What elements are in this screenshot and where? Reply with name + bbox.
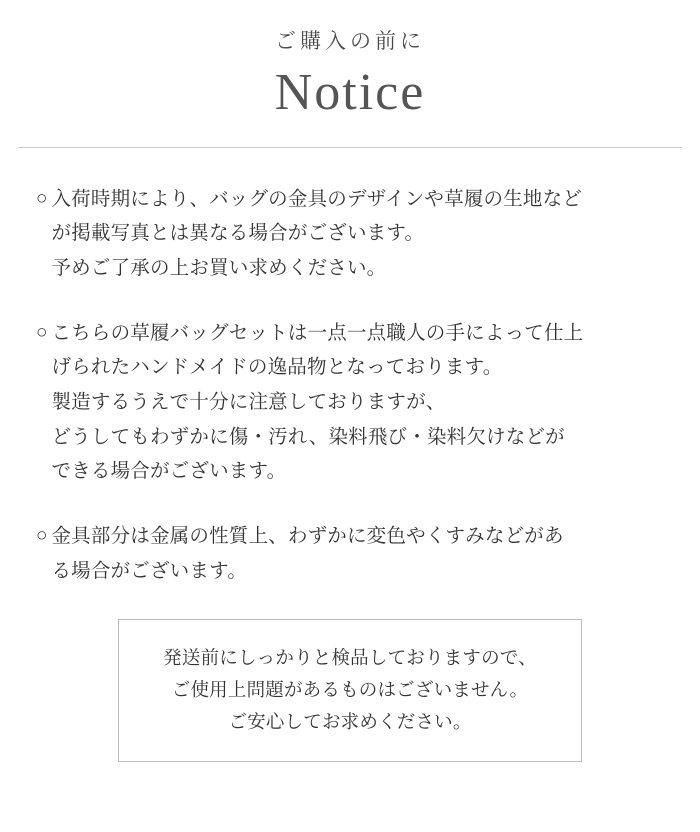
notice-line: が掲載写真とは異なる場合がございます。 (51, 222, 425, 245)
notice-item (36, 519, 664, 588)
notice-item (36, 316, 664, 490)
notice-line: できる場合がございます。 (51, 460, 287, 483)
page-title: Notice (274, 63, 426, 121)
notice-line: こちらの草履バッグセットは一点一点職人の手によって仕上 (51, 321, 584, 344)
notice-item (36, 182, 664, 286)
notice-item-text (51, 519, 664, 588)
bullet-icon: ○ (36, 187, 48, 209)
notice-line: げられたハンドメイドの逸品物となっております。 (51, 356, 503, 379)
bullet-icon: ○ (36, 321, 48, 343)
header-subtitle: ご購入の前に (275, 29, 425, 53)
footer-line: 発送前にしっかりと検品しておりますので、 (163, 646, 537, 668)
footer-callout-box (118, 619, 582, 762)
page-header (0, 0, 700, 125)
footer-line: ご使用上問題があるものはございません。 (171, 678, 529, 700)
notice-content (0, 148, 700, 762)
notice-line: 製造するうえで十分に注意しておりますが、 (51, 391, 446, 414)
notice-line: どうしてもわずかに傷・汚れ、染料飛び・染料欠けなどが (51, 425, 565, 448)
notice-line: 金具部分は金属の性質上、わずかに変色やくすみなどがあ (51, 525, 564, 548)
footer-line: ご安心してお求めください。 (228, 711, 472, 733)
bullet-icon: ○ (36, 525, 48, 547)
notice-line: 予めご了承の上お買い求めください。 (51, 256, 387, 279)
notice-item-text (51, 182, 664, 286)
notice-item-text (51, 316, 664, 490)
notice-line: る場合がございます。 (51, 559, 247, 582)
notice-line: 入荷時期により、バッグの金具のデザインや草履の生地など (51, 187, 583, 210)
